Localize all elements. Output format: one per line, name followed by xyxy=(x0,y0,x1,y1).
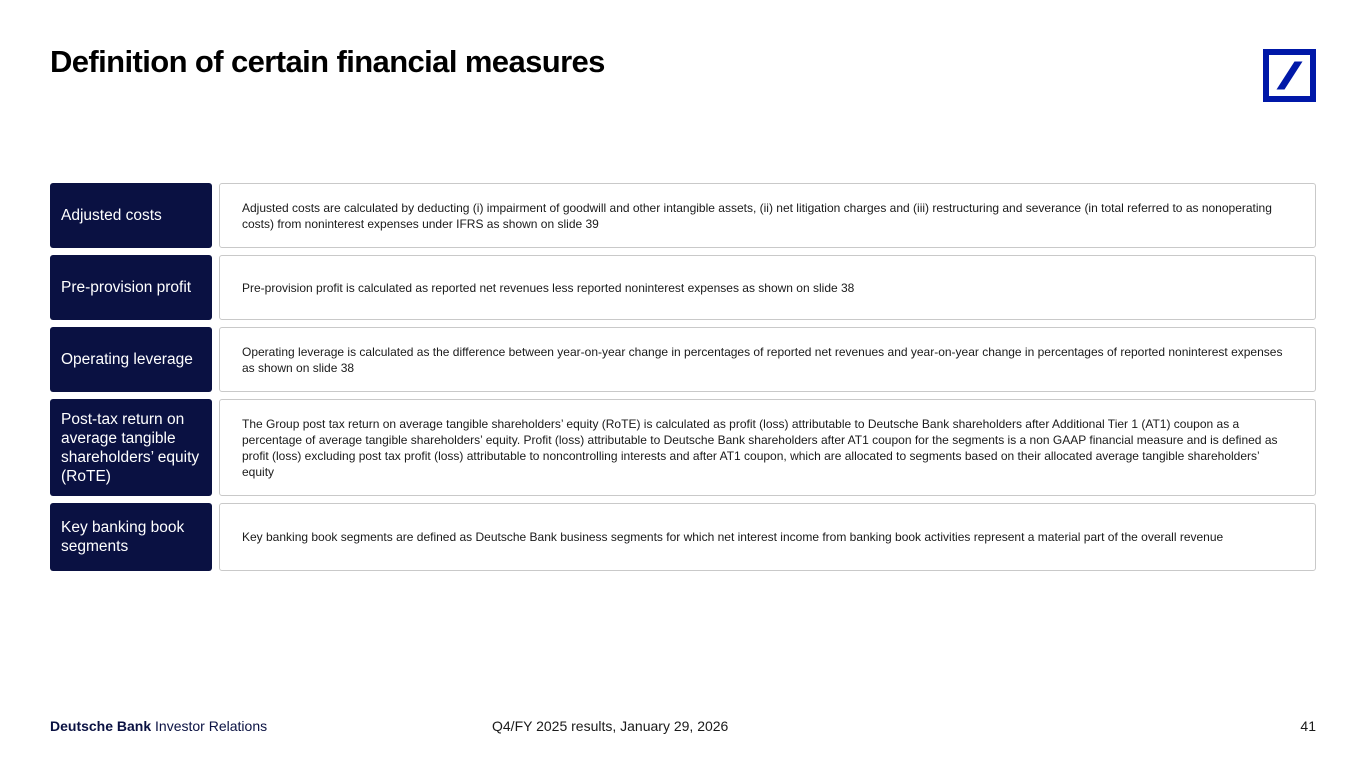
definition-text: Adjusted costs are calculated by deducting (i) impairment of goodwill and other intangible assets, (ii) net litigation charges and (iii) restructuring and severance (in total referred to as nonoperating costs) from noninterest expenses under IFRS as shown on slide 39 xyxy=(219,183,1316,248)
term-label: Post-tax return on average tangible shareholders’ equity (RoTE) xyxy=(50,399,212,496)
definition-text: Key banking book segments are defined as Deutsche Bank business segments for which net interest income from banking book activities represent a material part of the overall revenue xyxy=(219,503,1316,571)
definition-text: The Group post tax return on average tangible shareholders’ equity (RoTE) is calculated as profit (loss) attributable to Deutsche Bank shareholders after Additional Tier 1 (AT1) coupon as a percentage of average tangible shareholders’ equity. Profit (loss) attributable to Deutsche Bank shareholders after AT1 coupon for the segments is a non GAAP financial measure and is defined as profit (loss) excluding post tax profit (loss) attributable to noncontrolling interests and after AT1 coupon, which are allocated to segments based on their allocated average tangible shareholders’ equity xyxy=(219,399,1316,496)
definition-text: Pre-provision profit is calculated as reported net revenues less reported noninterest expenses as shown on slide 38 xyxy=(219,255,1316,320)
footer-brand xyxy=(50,717,267,735)
deutsche-bank-logo-icon xyxy=(1263,49,1316,102)
page-title: Definition of certain financial measures xyxy=(50,44,605,79)
term-label: Pre-provision profit xyxy=(50,255,212,320)
term-label: Key banking book segments xyxy=(50,503,212,571)
definition-row-key-banking-book-segments xyxy=(50,503,1316,571)
definition-row-pre-provision-profit xyxy=(50,255,1316,320)
definition-row-operating-leverage xyxy=(50,327,1316,392)
term-label: Adjusted costs xyxy=(50,183,212,248)
page-number: 41 xyxy=(1300,718,1316,734)
definitions-table xyxy=(50,183,1316,578)
definition-row-rote xyxy=(50,399,1316,496)
footer-brand-name: Deutsche Bank xyxy=(50,718,152,734)
footer-event: Q4/FY 2025 results, January 29, 2026 xyxy=(492,718,729,734)
term-label: Operating leverage xyxy=(50,327,212,392)
definition-row-adjusted-costs xyxy=(50,183,1316,248)
definition-text: Operating leverage is calculated as the difference between year-on-year change in percentages of reported net revenues and year-on-year change in percentages of reported noninterest expenses as shown on slide 38 xyxy=(219,327,1316,392)
footer-brand-suffix: Investor Relations xyxy=(151,718,268,734)
